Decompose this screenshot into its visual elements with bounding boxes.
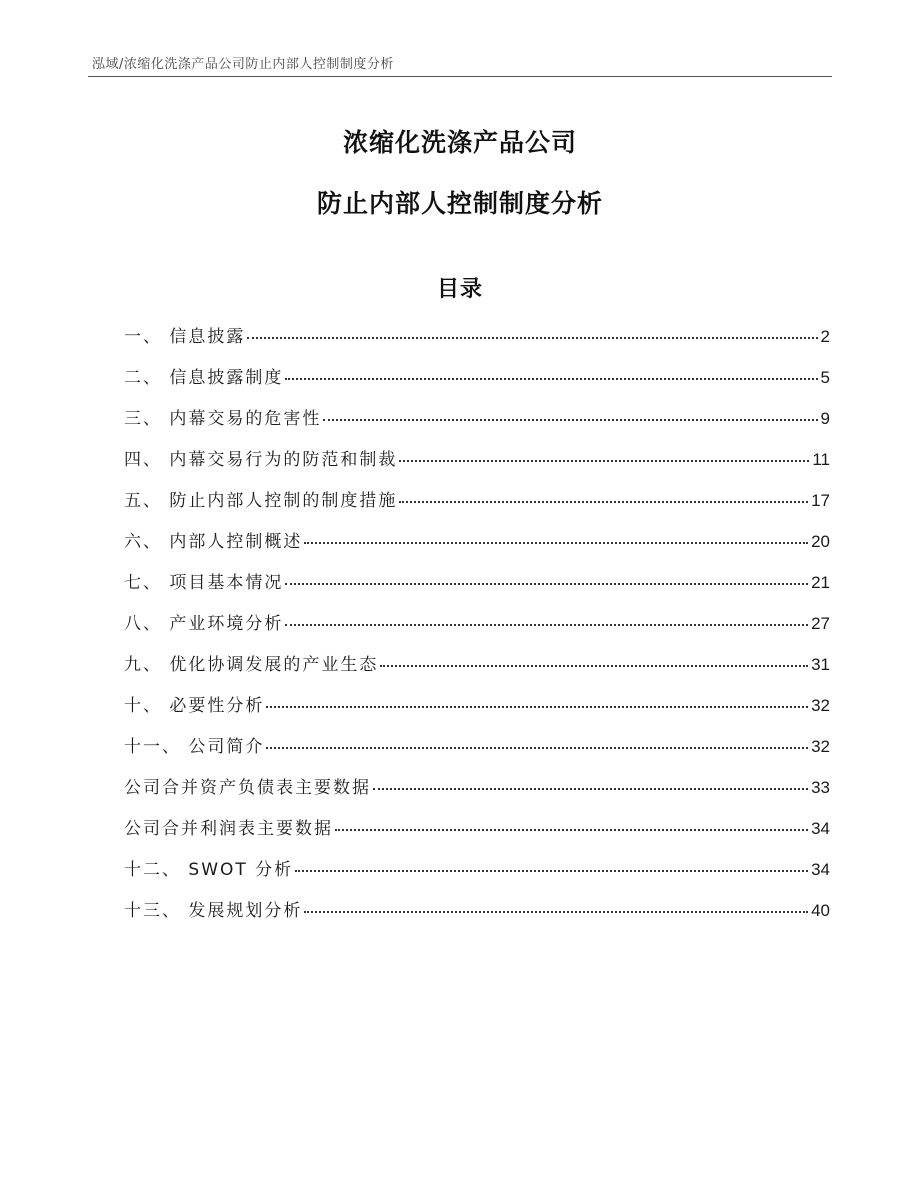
toc-entry-page: 34 xyxy=(811,819,830,838)
toc-entry[interactable] xyxy=(124,855,830,896)
toc-entry[interactable] xyxy=(124,363,830,404)
toc-dot-leader xyxy=(285,378,817,380)
toc-entry-label: 公司合并利润表主要数据 xyxy=(124,819,333,839)
toc-entry-label: 十一、 公司简介 xyxy=(124,737,265,757)
toc-entry-label: 一、 信息披露 xyxy=(124,327,246,347)
toc-entry-label: 二、 信息披露制度 xyxy=(124,368,284,388)
toc-entry[interactable] xyxy=(124,650,830,691)
toc-dot-leader xyxy=(247,337,817,339)
toc-entry[interactable] xyxy=(124,568,830,609)
toc-entry[interactable] xyxy=(124,732,830,773)
toc-entry[interactable] xyxy=(124,486,830,527)
toc-entry-label: 八、 产业环境分析 xyxy=(124,614,284,634)
toc-entry-page: 11 xyxy=(812,450,830,469)
toc-dot-leader xyxy=(304,911,808,913)
toc-entry[interactable] xyxy=(124,322,830,363)
toc-entry[interactable] xyxy=(124,773,830,814)
toc-entry-page: 32 xyxy=(811,737,830,756)
toc-entry-label: 九、 优化协调发展的产业生态 xyxy=(124,655,379,675)
running-header: 泓域/浓缩化洗涤产品公司防止内部人控制制度分析 xyxy=(92,57,394,72)
toc-entry-page: 9 xyxy=(820,409,830,428)
toc-dot-leader xyxy=(399,501,808,503)
toc-entry[interactable] xyxy=(124,445,830,486)
toc-entry-page: 20 xyxy=(811,532,830,551)
toc-entry[interactable] xyxy=(124,896,830,937)
toc-entry-label: 四、 内幕交易行为的防范和制裁 xyxy=(124,450,398,470)
toc-dot-leader xyxy=(285,624,808,626)
toc-entry[interactable] xyxy=(124,527,830,568)
toc-dot-leader xyxy=(266,706,808,708)
toc-entry-page: 34 xyxy=(811,860,830,879)
toc-entry-page: 40 xyxy=(811,901,830,920)
toc-entry[interactable] xyxy=(124,404,830,445)
toc-dot-leader xyxy=(304,542,808,544)
toc-entry-label: 十二、 SWOT 分析 xyxy=(124,860,294,880)
toc-entry-label: 三、 内幕交易的危害性 xyxy=(124,409,322,429)
toc-entry-page: 2 xyxy=(820,327,830,346)
toc-entry-page: 27 xyxy=(811,614,830,633)
document-title-line1: 浓缩化洗涤产品公司 xyxy=(342,128,577,157)
toc-dot-leader xyxy=(295,870,808,872)
toc-dot-leader xyxy=(335,829,808,831)
toc-entry-page: 5 xyxy=(820,368,830,387)
header-divider xyxy=(88,76,832,77)
toc-heading: 目录 xyxy=(436,277,483,302)
table-of-contents xyxy=(124,322,830,937)
toc-entry-label: 五、 防止内部人控制的制度措施 xyxy=(124,491,398,511)
toc-dot-leader xyxy=(373,788,808,790)
toc-entry-page: 21 xyxy=(811,573,830,592)
toc-entry-page: 31 xyxy=(811,655,830,674)
toc-dot-leader xyxy=(285,583,808,585)
toc-entry-page: 17 xyxy=(811,491,830,510)
toc-dot-leader xyxy=(399,460,809,462)
toc-entry-page: 33 xyxy=(811,778,830,797)
toc-dot-leader xyxy=(380,665,808,667)
toc-dot-leader xyxy=(266,747,808,749)
toc-entry[interactable] xyxy=(124,691,830,732)
toc-entry[interactable] xyxy=(124,609,830,650)
toc-entry-label: 十三、 发展规划分析 xyxy=(124,901,303,921)
toc-entry-label: 六、 内部人控制概述 xyxy=(124,532,303,552)
toc-entry-label: 公司合并资产负债表主要数据 xyxy=(124,778,371,798)
toc-entry-label: 七、 项目基本情况 xyxy=(124,573,284,593)
document-title-line2: 防止内部人控制制度分析 xyxy=(316,189,603,218)
toc-dot-leader xyxy=(323,419,817,421)
toc-entry[interactable] xyxy=(124,814,830,855)
toc-entry-label: 十、 必要性分析 xyxy=(124,696,265,716)
toc-entry-page: 32 xyxy=(811,696,830,715)
